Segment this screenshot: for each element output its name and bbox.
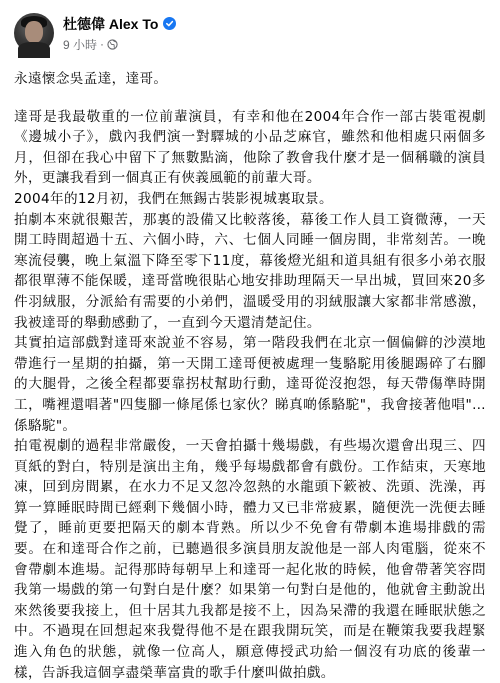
globe-icon[interactable] (107, 39, 118, 50)
author-avatar[interactable] (14, 13, 54, 53)
avatar-body-shape (18, 42, 50, 58)
post-body (14, 69, 486, 683)
post-paragraph: 其實拍這部戲對達哥來說並不容易，第一階段我們在北京一個偏僻的沙漠地帶進行一星期的拍攝，第一天開工達哥便被處理一隻駱駝用後腿踢碎了右腳的大腿骨，之後全程都要靠拐杖幫助行動，達哥從沒抱怨，每天帶傷準時開工，嘴裡還唱著"四隻腳一條尾係乜家伙？睇真啲係駱駝"，我會接著他唱"…係駱駝"。 (14, 335, 486, 434)
post-timestamp[interactable]: 9 小時 (63, 37, 98, 52)
author-row (63, 14, 176, 34)
post-subline (63, 36, 176, 53)
author-name[interactable]: 杜德偉 Alex To (63, 15, 159, 32)
avatar-face-shape (25, 21, 43, 43)
post-header (14, 10, 486, 56)
post-paragraph: 拍電視劇的過程非常嚴俊，一天會拍攝十幾場戲，有些場次還會出現三、四頁紙的對白，特別是演出主角，幾乎每場戲都會有戲份。工作結束，天寒地凍，回到房間累，在水力不足又忽冷忽熱的水龍頭下簌被、洗頭、洗澡，再算一算睡眠時間已經剩下幾個小時，體力又已非常疲累，隨便洗一洗便去睡覺了，睡前更要把隔天的劇本背熟。所以少不免會有帶劇本進場排戲的需要。在和達哥合作之前，已聽過很多演員朋友說他是一部人肉電腦，從來不會帶劇本進場。記得那時每朝早上和達哥一起化妝的時候，他會帶著笑容問我第一場戲的第一句對白是什麼？如果第一句對白是他的，他就會主動說出來然後要我接上，但十居其九我都是接不上，因為呆滯的我還在睡眠狀態之中。不過現在回想起來我覺得他不是在跟我開玩笑，而是在鞭策我要我趕緊進入角色的狀態，就像一位高人，願意傳授武功給一個沒有功底的後輩一樣，告訴我這個享盡榮華富貴的歌手什麼叫做拍戲。 (14, 438, 486, 681)
verified-check-icon (163, 17, 176, 30)
post-meta (63, 14, 176, 53)
post-paragraph: 達哥是我最敬重的一位前輩演員，有幸和他在2004年合作一部古裝電視劇《邊城小子》，戲內我們演一對驛城的小品芝麻官，雖然和他相處只兩個多月，但卻在我心中留下了無數點滴，他除了教會我什麼才是一個稱職的演員外，更讓我看到一個真正有俠義風範的前輩大哥。 (14, 108, 486, 187)
post-paragraph: 2004年的12月初，我們在無錫古裝影視城裏取景。 (14, 190, 333, 207)
separator-dot: · (100, 37, 105, 51)
post-paragraph: 拍劇本來就很艱苦，那裏的設備又比較落後，幕後工作人員工資微薄，一天開工時間超過十五、六個小時，六、七個人同睡一個房間，非常刻苦。一晚寒流侵襲，晚上氣溫下降至零下11度，幕後燈光組和道具組有很多小弟衣服都很單薄不能保暖，達哥當晚很貼心地安排助理隔天一早出城，買回來20多件羽絨服，分派給有需要的小弟們，溫暖受用的羽絨服讓大家都非常感激，我被達哥的舉動感動了，一直到今天還清楚記住。 (14, 211, 486, 331)
post-paragraph: 永遠懷念吳孟達，達哥。 (14, 71, 168, 87)
